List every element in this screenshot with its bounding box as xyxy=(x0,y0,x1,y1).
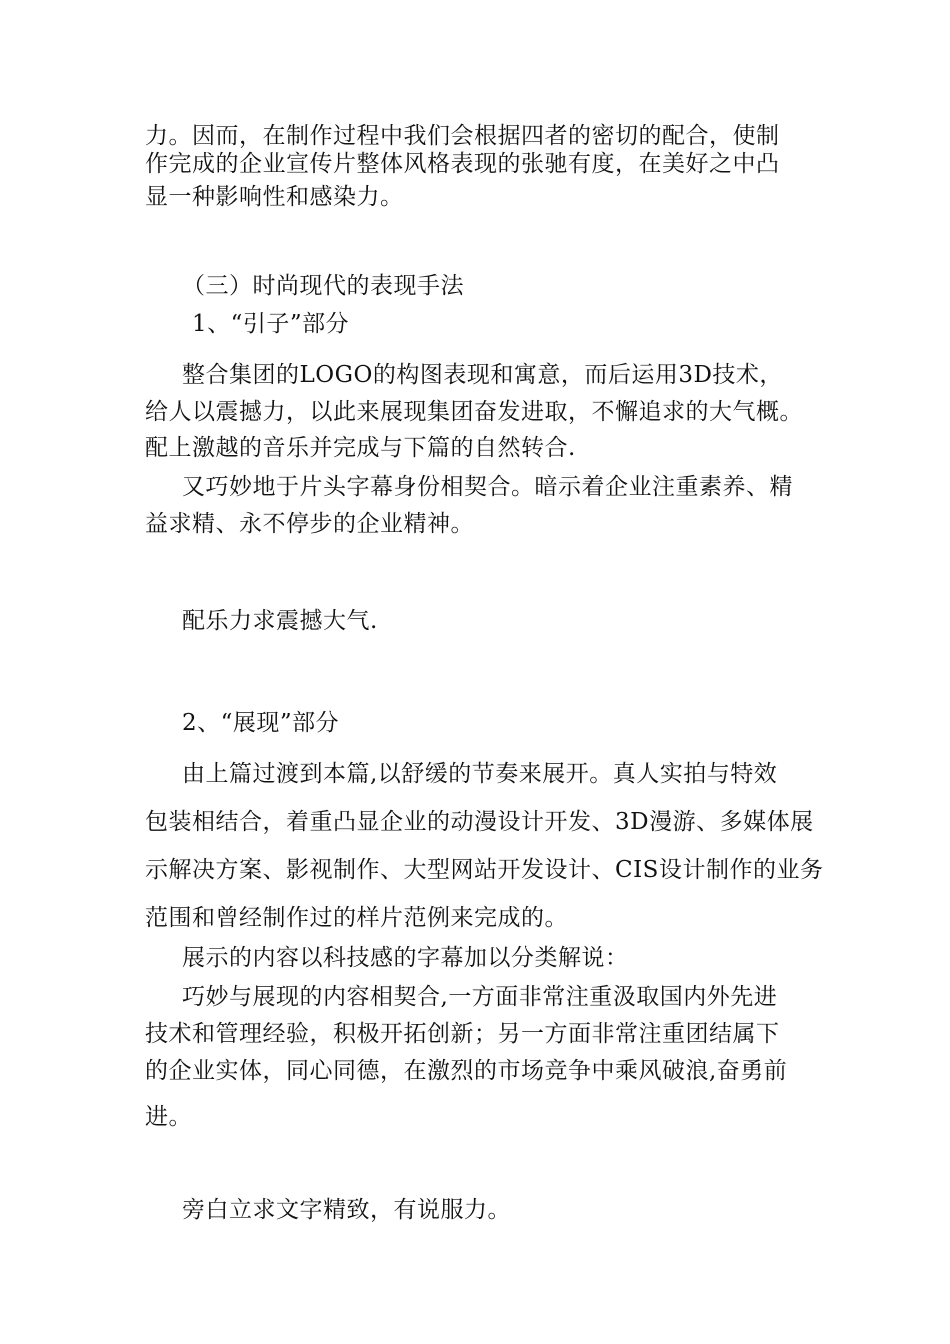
paragraph-line: 展示的内容以科技感的字幕加以分类解说： xyxy=(182,945,629,971)
subsection-heading: 1、“引子”部分 xyxy=(192,311,350,337)
paragraph-line: 的企业实体，同心同德，在激烈的市场竞争中乘风破浪,奋勇前 xyxy=(145,1058,788,1084)
paragraph-line: 益求精、永不停步的企业精神。 xyxy=(145,511,474,537)
paragraph-line: 又巧妙地于片头字幕身份相契合。暗示着企业注重素养、精 xyxy=(182,474,793,500)
paragraph-line: 技术和管理经验，积极开拓创新；另一方面非常注重团结属下 xyxy=(145,1021,780,1047)
subsection-heading: 2、“展现”部分 xyxy=(182,710,340,736)
paragraph-line: 范围和曾经制作过的样片范例来完成的。 xyxy=(145,905,568,931)
paragraph-line: 力。因而，在制作过程中我们会根据四者的密切的配合，使制 xyxy=(145,123,780,149)
paragraph-line: 旁白立求文字精致，有说服力。 xyxy=(182,1197,511,1223)
paragraph-line: 显一种影响性和感染力。 xyxy=(145,184,404,210)
paragraph-line: 包装相结合，着重凸显企业的动漫设计开发、3D漫游、多媒体展 xyxy=(145,809,814,835)
paragraph-line: 由上篇过渡到本篇,以舒缓的节奏来展开。真人实拍与特效 xyxy=(182,761,778,787)
paragraph-line: 配乐力求震撼大气. xyxy=(182,608,378,634)
paragraph-line: 给人以震撼力，以此来展现集团奋发进取，不懈追求的大气概。 xyxy=(145,399,803,425)
paragraph-line: 示解决方案、影视制作、大型网站开发设计、CIS设计制作的业务 xyxy=(145,857,824,883)
paragraph-line: 配上激越的音乐并完成与下篇的自然转合. xyxy=(145,435,576,461)
paragraph-line: 巧妙与展现的内容相契合,一方面非常注重汲取国内外先进 xyxy=(182,984,778,1010)
paragraph-line: 作完成的企业宣传片整体风格表现的张驰有度，在美好之中凸 xyxy=(145,151,780,177)
section-heading: （三）时尚现代的表现手法 xyxy=(182,273,464,299)
paragraph-line: 进。 xyxy=(145,1104,192,1130)
paragraph-line: 整合集团的LOGO的构图表现和寓意，而后运用3D技术， xyxy=(182,362,783,388)
